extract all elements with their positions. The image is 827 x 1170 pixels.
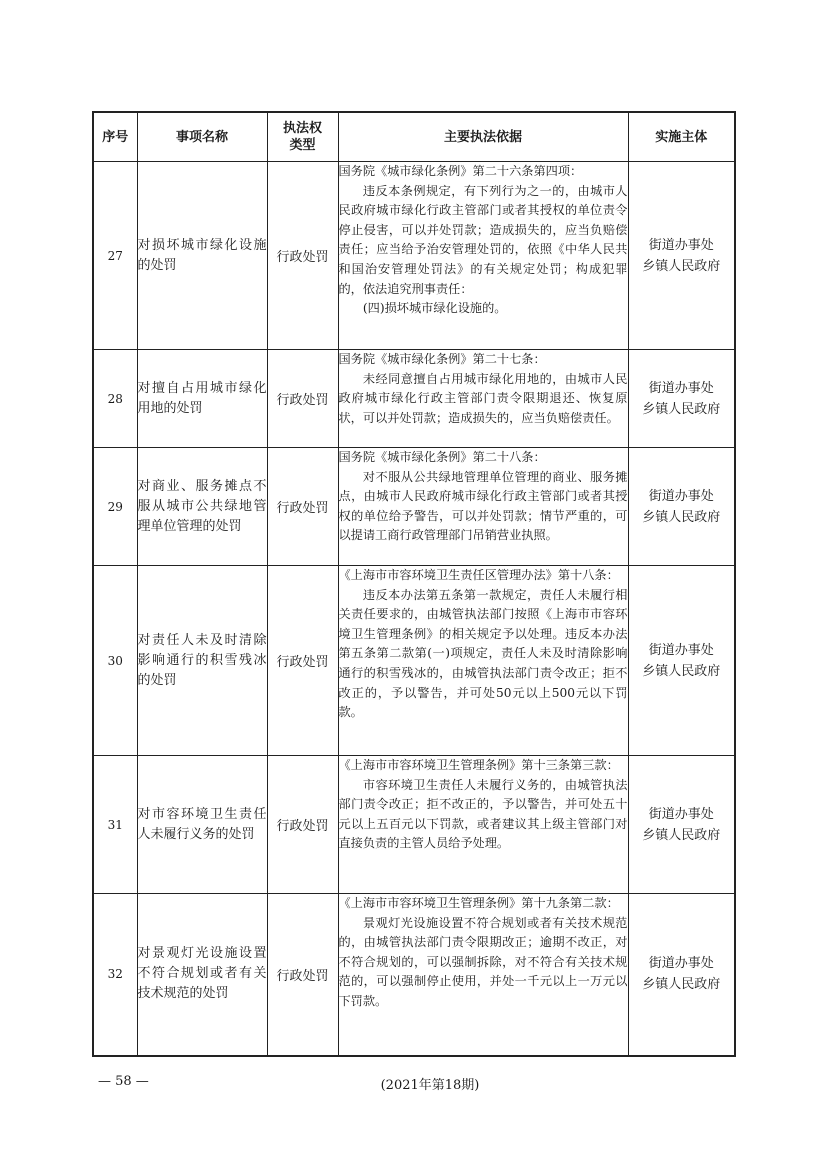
legal-basis-paragraph: (四)损坏城市绿化设施的。 bbox=[362, 301, 507, 316]
enforcement-type: 行政处罚 bbox=[267, 756, 338, 894]
legal-basis-citation: 国务院《城市绿化条例》第二十八条： bbox=[338, 450, 546, 464]
legal-basis-citation: 《上海市市容环境卫生管理条例》第十九条第二款： bbox=[338, 896, 619, 910]
header-basis: 主要执法依据 bbox=[338, 112, 628, 162]
implementing-body: 街道办事处 乡镇人民政府 bbox=[628, 894, 735, 1056]
legal-basis bbox=[338, 162, 628, 350]
row-number: 32 bbox=[93, 894, 137, 1056]
legal-basis-citation: 国务院《城市绿化条例》第二十六条第四项： bbox=[338, 164, 583, 178]
page-number: — 58 — bbox=[98, 1074, 149, 1089]
legal-basis-citation: 《上海市市容环境卫生责任区管理办法》第十八条： bbox=[338, 568, 619, 582]
legal-basis-paragraph: 对不服从公共绿地管理单位管理的商业、服务摊点，由城市人民政府城市绿化行政主管部门或者其授权的单位给予警告，可以并处罚款；情节严重的，可以提请工商行政管理部门吊销营业执照。 bbox=[338, 469, 628, 543]
row-number: 30 bbox=[93, 566, 137, 756]
row-number: 31 bbox=[93, 756, 137, 894]
legal-basis-citation: 国务院《城市绿化条例》第二十七条： bbox=[338, 352, 546, 366]
item-name: 对商业、服务摊点不服从城市公共绿地管理单位管理的处罚 bbox=[137, 448, 267, 566]
table-row bbox=[93, 350, 735, 448]
row-number: 27 bbox=[93, 162, 137, 350]
table-row bbox=[93, 448, 735, 566]
legal-basis-paragraph: 违反本办法第五条第一款规定，责任人未履行相关责任要求的，由城管执法部门按照《上海市市容环境卫生管理条例》的相关规定予以处理。违反本办法第五条第二款第(一)项规定，责任人未及时清除影响通行的积雪残冰的，由城管执法部门责令改正；拒不改正的，予以警告，并可处50元以上500元以下罚款。 bbox=[338, 587, 628, 720]
implementing-body: 街道办事处 乡镇人民政府 bbox=[628, 162, 735, 350]
enforcement-type: 行政处罚 bbox=[267, 448, 338, 566]
legal-basis-citation: 《上海市市容环境卫生管理条例》第十三条第三款： bbox=[338, 758, 619, 772]
legal-basis-paragraph: 市容环境卫生责任人未履行义务的，由城管执法部门责令改正；拒不改正的，予以警告，并可处五十元以上五百元以下罚款，或者建议其上级主管部门对直接负责的主管人员给予处理。 bbox=[338, 777, 628, 851]
header-no: 序号 bbox=[93, 112, 137, 162]
enforcement-table bbox=[92, 111, 736, 1057]
table-row bbox=[93, 162, 735, 350]
row-number: 29 bbox=[93, 448, 137, 566]
legal-basis-paragraph: 未经同意擅自占用城市绿化用地的，由城市人民政府城市绿化行政主管部门责令限期退还、恢复原状，可以并处罚款；造成损失的，应当负赔偿责任。 bbox=[338, 371, 628, 425]
enforcement-type: 行政处罚 bbox=[267, 894, 338, 1056]
table-row bbox=[93, 894, 735, 1056]
item-name: 对擅自占用城市绿化用地的处罚 bbox=[137, 350, 267, 448]
legal-basis-paragraph: 景观灯光设施设置不符合规划或者有关技术规范的，由城管执法部门责令限期改正；逾期不改正，对不符合规划的，可以强制拆除，对不符合有关技术规范的，可以强制停止使用，并处一千元以上一万元以下罚款。 bbox=[338, 915, 628, 1008]
issue-number: (2021年第18期) bbox=[380, 1078, 480, 1093]
legal-basis bbox=[338, 756, 628, 894]
item-name: 对损坏城市绿化设施的处罚 bbox=[137, 162, 267, 350]
item-name: 对景观灯光设施设置不符合规划或者有关技术规范的处罚 bbox=[137, 894, 267, 1056]
legal-basis-paragraph: 违反本条例规定，有下列行为之一的，由城市人民政府城市绿化行政主管部门或者其授权的单位责令停止侵害，可以并处罚款；造成损失的，应当负赔偿责任；应当给予治安管理处罚的，依照《中华人民共和国治安管理处罚法》的有关规定处罚；构成犯罪的，依法追究刑事责任： bbox=[338, 183, 628, 296]
row-number: 28 bbox=[93, 350, 137, 448]
table-header-row bbox=[93, 112, 735, 162]
document-page bbox=[92, 111, 734, 1057]
enforcement-type: 行政处罚 bbox=[267, 566, 338, 756]
legal-basis bbox=[338, 448, 628, 566]
legal-basis bbox=[338, 566, 628, 756]
legal-basis bbox=[338, 894, 628, 1056]
header-body: 实施主体 bbox=[628, 112, 735, 162]
implementing-body: 街道办事处 乡镇人民政府 bbox=[628, 448, 735, 566]
table-row bbox=[93, 756, 735, 894]
item-name: 对责任人未及时清除影响通行的积雪残冰的处罚 bbox=[137, 566, 267, 756]
implementing-body: 街道办事处 乡镇人民政府 bbox=[628, 566, 735, 756]
table-row bbox=[93, 566, 735, 756]
enforcement-type: 行政处罚 bbox=[267, 350, 338, 448]
header-name: 事项名称 bbox=[137, 112, 267, 162]
item-name: 对市容环境卫生责任人未履行义务的处罚 bbox=[137, 756, 267, 894]
implementing-body: 街道办事处 乡镇人民政府 bbox=[628, 756, 735, 894]
enforcement-type: 行政处罚 bbox=[267, 162, 338, 350]
header-type: 执法权类型 bbox=[267, 112, 338, 162]
implementing-body: 街道办事处 乡镇人民政府 bbox=[628, 350, 735, 448]
legal-basis bbox=[338, 350, 628, 448]
